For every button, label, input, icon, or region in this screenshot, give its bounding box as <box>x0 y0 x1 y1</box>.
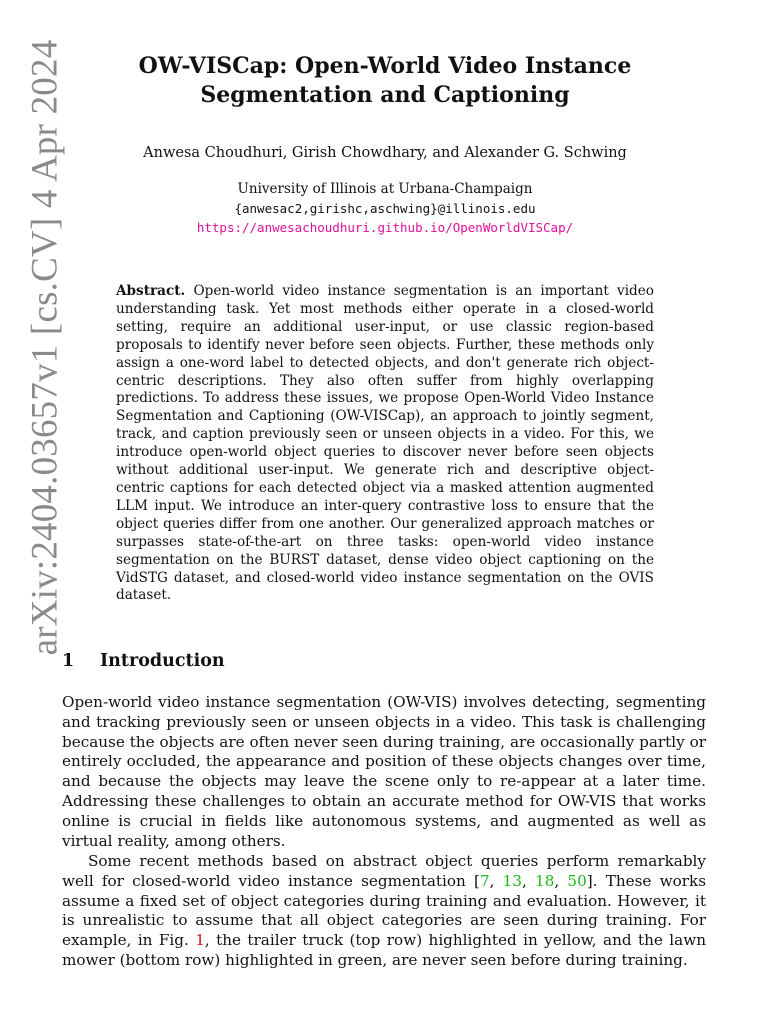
title-line-2: Segmentation and Captioning <box>200 82 570 108</box>
affiliation-block <box>100 180 670 237</box>
paragraph-text: , the trailer truck (top row) highlighted in yellow, and the lawn mower (bottom row) highlighted in green, are never seen before during training. <box>62 931 706 969</box>
section-number: 1 <box>62 651 75 671</box>
citation-link[interactable]: 13 <box>502 871 522 890</box>
title-line-1: OW-VISCap: Open-World Video Instance <box>138 53 632 79</box>
citation-link[interactable]: 18 <box>535 871 555 890</box>
abstract <box>116 283 654 605</box>
paragraph-text: Some recent methods based on abstract object queries perform remarkably well for closed-world video instance segmentation [ <box>62 852 706 890</box>
author-list: Anwesa Choudhuri, Girish Chowdhary, and Alexander G. Schwing <box>143 145 627 161</box>
arxiv-id: arXiv:2404.03657v1 [cs.CV] 4 Apr 2024 <box>24 39 66 655</box>
section-title: Introduction <box>100 651 225 671</box>
arxiv-stamp <box>22 39 68 655</box>
section-heading <box>62 651 225 671</box>
abstract-label: Abstract. <box>116 283 186 299</box>
author-emails: {anwesac2,girishc,aschwing}@illinois.edu <box>234 201 536 216</box>
intro-paragraph-1: Open-world video instance segmentation (OW-VIS) involves detecting, segmenting and tracking previously seen or unseen objects in a video. This task is challenging because the objects are often never seen during training, are occasionally partly or entirely occluded, the appearance and position of these objects changes over time, and because the objects may leave the scene only to re-appear at a later time. Addressing these challenges to obtain an accurate method for OW-VIS that works online is crucial in fields like autonomous systems, and augmented as well as virtual reality, among others. <box>62 693 706 850</box>
citation-link[interactable]: 7 <box>479 871 490 890</box>
intro-paragraph-2: Some recent methods based on abstract object queries perform remarkably well for closed-world video instance segmentation [7, 13, 18, 50]. These works assume a fixed set of object categories during training and evaluation. However, it is unrealistic to assume that all object categories are seen during training. For example, in Fig. 1, the trailer truck (top row) highlighted in yellow, and the lawn mower (bottom row) highlighted in green, are never seen before during training. <box>62 852 706 969</box>
citation-link[interactable]: 50 <box>567 871 587 890</box>
abstract-text: Open-world video instance segmentation is an important video understanding task. Yet most methods either operate in a closed-world setting, require an additional user-input, or use classic region-based proposals to identify never before seen objects. Further, these methods only assign a one-word label to detected objects, and don't generate rich object-centric descriptions. They also often suffer from highly overlapping predictions. To address these issues, we propose Open-World Video Instance Segmentation and Captioning (OW-VISCap), an approach to jointly segment, track, and caption previously seen or unseen objects in a video. For this, we introduce open-world object queries to discover never before seen objects without additional user-input. We generate rich and descriptive object-centric captions for each detected object via a masked attention augmented LLM input. We introduce an inter-query contrastive loss to ensure that the object queries differ from one another. Our generalized approach matches or surpasses state-of-the-art on three tasks: open-world video instance segmentation on the BURST dataset, dense video object captioning on the VidSTG dataset, and closed-world video instance segmentation on the OVIS dataset. <box>116 283 654 604</box>
project-url-link[interactable]: https://anwesachoudhuri.github.io/OpenWorldVISCap/ <box>196 220 574 235</box>
paragraph-text: ]. These works assume a fixed set of object categories during training and evaluation. However, it is unrealistic to assume that all object categories are seen during training. For example, in Fig. <box>62 871 706 950</box>
institution: University of Illinois at Urbana-Champaign <box>237 181 533 197</box>
figure-ref-link[interactable]: 1 <box>195 931 205 950</box>
paper-title <box>100 52 670 110</box>
